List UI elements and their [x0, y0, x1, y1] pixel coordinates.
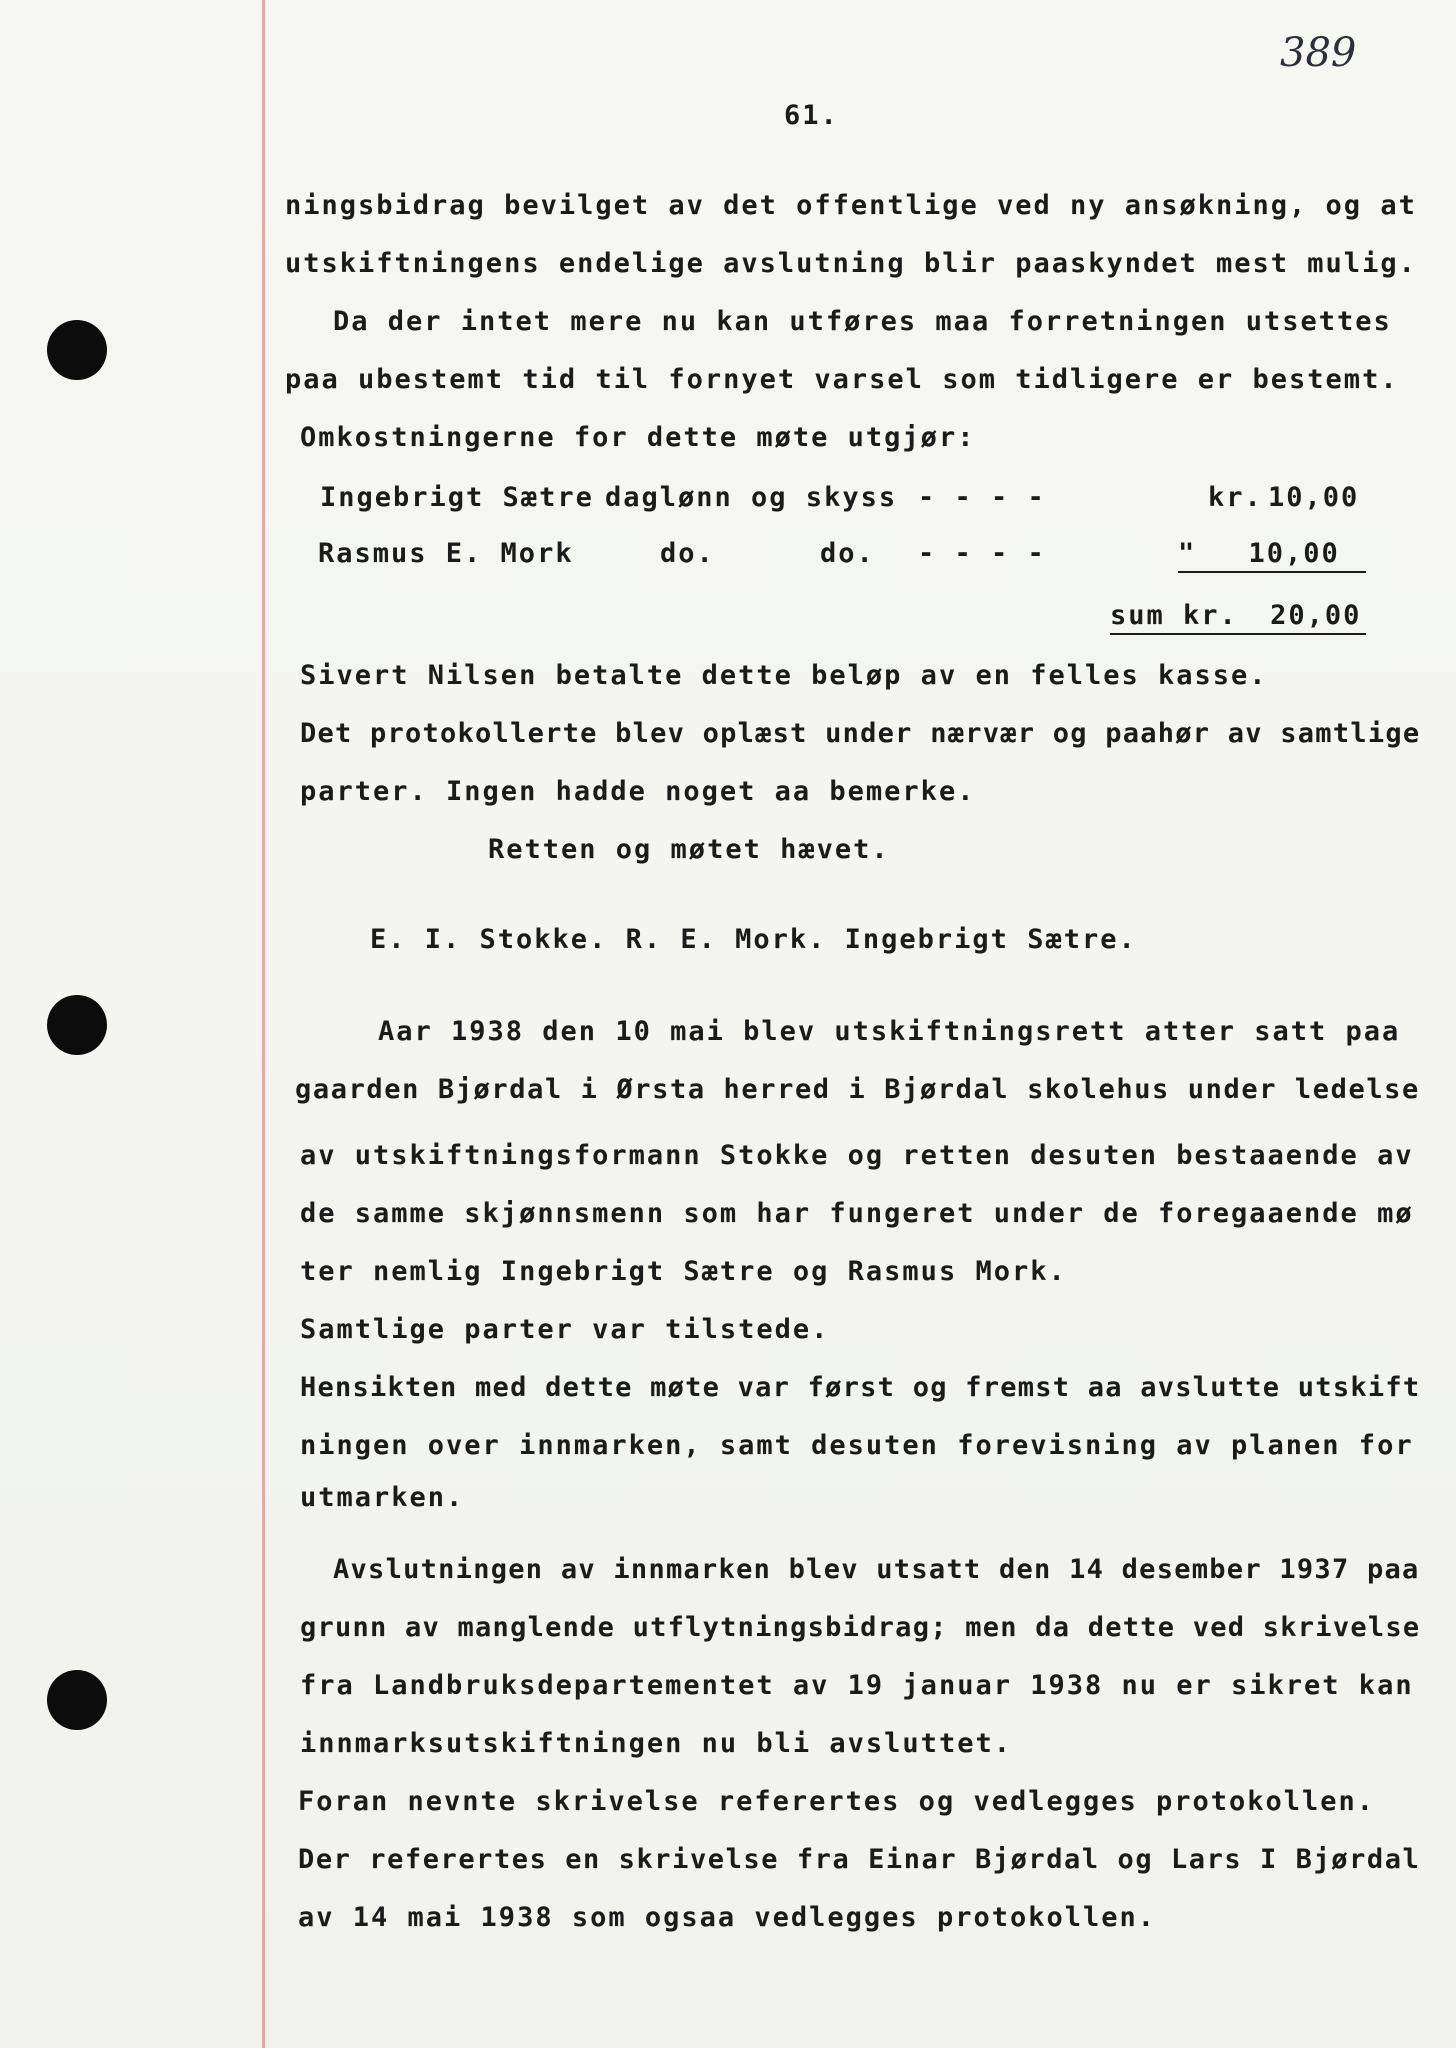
binder-hole [47, 1670, 107, 1730]
sum-label: sum kr. [1110, 600, 1238, 631]
body-line: Avslutningen av innmarken blev utsatt den 14 desember 1937 paa [333, 1554, 1420, 1585]
body-line: utmarken. [300, 1482, 465, 1513]
body-line: Aar 1938 den 10 mai blev utskiftningsrett atter satt paa [378, 1016, 1401, 1047]
archive-number: 389 [1280, 30, 1357, 76]
binder-hole [47, 995, 107, 1055]
cost-amount: 10,00 [1248, 538, 1340, 569]
margin-rule [262, 0, 265, 2048]
body-line: innmarksutskiftningen nu bli avsluttet. [300, 1728, 1012, 1759]
body-line: Da der intet mere nu kan utføres maa forretningen utsettes [333, 306, 1392, 337]
page-number: 61. [784, 100, 839, 131]
body-line: av 14 mai 1938 som ogsaa vedlegges protokollen. [298, 1902, 1157, 1933]
cost-name: Ingebrigt Sætre [320, 482, 594, 513]
signatures-line: E. I. Stokke. R. E. Mork. Ingebrigt Sætre. [370, 924, 1137, 955]
cost-description: daglønn og skyss [605, 482, 898, 513]
cost-currency: kr. [1208, 482, 1263, 513]
body-line: fra Landbruksdepartementet av 19 januar 1938 nu er sikret kan [300, 1670, 1414, 1701]
body-line: paa ubestemt tid til fornyet varsel som tidligere er bestemt. [285, 364, 1399, 395]
body-line: ningen over innmarken, samt desuten forevisning av planen for [300, 1430, 1414, 1461]
body-line: utskiftningens endelige avslutning blir paaskyndet mest mulig. [285, 248, 1417, 279]
body-line: Foran nevnte skrivelse referertes og vedlegges protokollen. [298, 1786, 1376, 1817]
body-line: av utskiftningsformann Stokke og retten desuten bestaaende av [300, 1140, 1414, 1171]
binder-hole [47, 320, 107, 380]
cost-amount: 10,00 [1268, 482, 1360, 513]
cost-description: do. [660, 538, 715, 569]
body-line: Det protokollerte blev oplæst under nærvær og paahør av samtlige [300, 718, 1421, 749]
cost-amount-underlined [1178, 538, 1366, 573]
sum-amount: 20,00 [1270, 600, 1362, 631]
cost-dashes: - - - - [918, 538, 1046, 569]
closing-line: Retten og møtet hævet. [488, 834, 890, 865]
body-line: parter. Ingen hadde noget aa bemerke. [300, 776, 976, 807]
body-line: Der referertes en skrivelse fra Einar Bjørdal og Lars I Bjørdal [298, 1844, 1421, 1875]
body-line: ningsbidrag bevilget av det offentlige ved ny ansøkning, og at [285, 190, 1417, 221]
body-line: Sivert Nilsen betalte dette beløp av en felles kasse. [300, 660, 1268, 691]
body-line: gaarden Bjørdal i Ørsta herred i Bjørdal skolehus under ledelse [295, 1074, 1420, 1105]
body-line: Samtlige parter var tilstede. [300, 1314, 830, 1345]
body-line: ter nemlig Ingebrigt Sætre og Rasmus Mork. [300, 1256, 1067, 1287]
body-line: Hensikten med dette møte var først og fremst aa avslutte utskift [300, 1372, 1421, 1403]
body-line: grunn av manglende utflytningsbidrag; men da dette ved skrivelse [300, 1612, 1421, 1643]
cost-name: Rasmus E. Mork [318, 538, 574, 569]
cost-sum [1110, 600, 1366, 635]
body-line: Omkostningerne for dette møte utgjør: [300, 422, 976, 453]
cost-description: do. [820, 538, 875, 569]
body-line: de samme skjønnsmenn som har fungeret under de foregaaende mø [300, 1198, 1414, 1229]
cost-dashes: - - - - [918, 482, 1046, 513]
cost-currency: " [1178, 538, 1197, 569]
